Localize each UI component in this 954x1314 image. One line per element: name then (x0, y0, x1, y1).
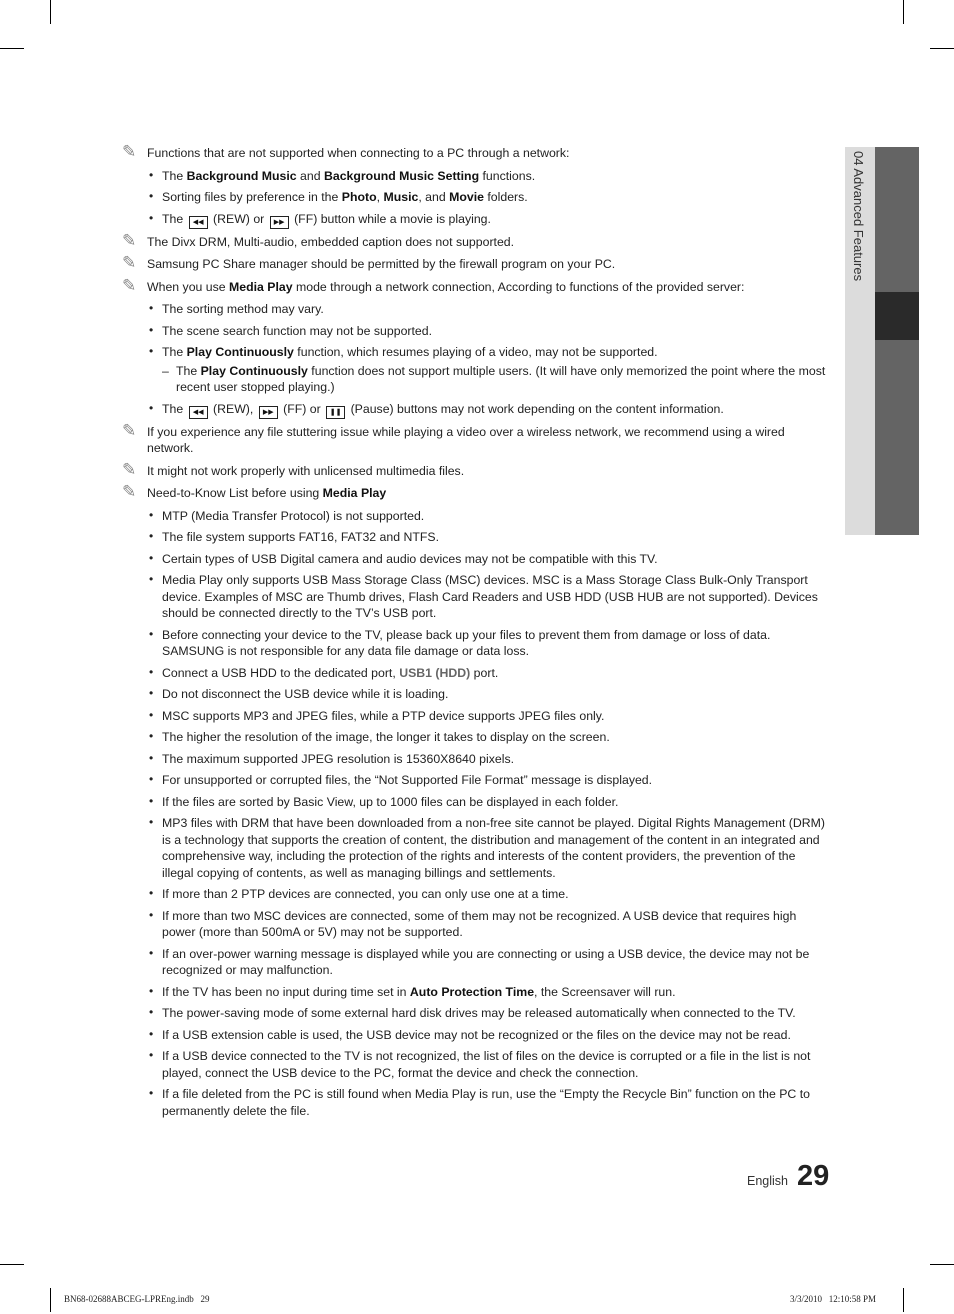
note: ✎ Need-to-Know List before using Media Play (122, 482, 387, 501)
list-item: • The sorting method may vary. (122, 301, 830, 318)
list-item: • If a USB extension cable is used, the USB device may not be recognized or the files on the device may not be read. (122, 1027, 830, 1044)
list-item: • Before connecting your device to the TV, please back up your files to prevent them from damage or loss of data. SAMSUNG is not responsible for any data file damage or data loss. (122, 627, 830, 660)
list-item: • Do not disconnect the USB device while it is loading. (122, 686, 830, 703)
list-item: • The ◀◀ (REW), ▶▶ (FF) or ❚❚ (Pause) buttons may not work depending on the content information. (122, 401, 830, 419)
crop-mark (50, 1288, 51, 1312)
rew-icon: ◀◀ (189, 406, 208, 419)
crop-mark (903, 1288, 904, 1312)
pencil-note-icon: ✎ (122, 459, 137, 479)
pencil-note-icon: ✎ (122, 420, 137, 440)
list-item: • If a file deleted from the PC is still found when Media Play is run, use the “Empty the Recycle Bin” function on the PC to permanently delete the file. (122, 1086, 830, 1119)
sub-item: – The Play Continuously function does not support multiple users. (It will have only memorized the point where the most recent user stopped playing.) (122, 363, 830, 396)
list-item: • Sorting files by preference in the Photo, Music, and Movie folders. (122, 189, 830, 206)
list-item: • If more than 2 PTP devices are connected, you can only use one at a time. (122, 886, 830, 903)
crop-mark (0, 48, 24, 49)
pencil-note-icon: ✎ (122, 230, 137, 250)
list-item: • The power-saving mode of some external hard disk drives may be released automatically when connected to the TV. (122, 1005, 830, 1022)
note-text: Samsung PC Share manager should be permitted by the firewall program on your PC. (147, 257, 616, 271)
bullet-list (122, 168, 830, 229)
list-item: • The file system supports FAT16, FAT32 and NTFS. (122, 529, 830, 546)
list-item: • MP3 files with DRM that have been downloaded from a non-free site cannot be played. Digital Rights Management (DRM) is a technology that supports the creation of content, the distribution and management of the content in an integrated and comprehensive way, including the protection of the rights and interests of the content providers, the prevention of the illegal copying of contents, as well as managing billings and settlements. (122, 815, 830, 881)
list-item: • Connect a USB HDD to the dedicated port, USB1 (HDD) port. (122, 665, 830, 682)
note-text: Functions that are not supported when connecting to a PC through a network: (147, 146, 570, 160)
list-item: • If an over-power warning message is displayed while you are connecting or using a USB device, the device may not be recognized or may malfunction. (122, 946, 830, 979)
crop-mark (930, 48, 954, 49)
page-content (122, 142, 830, 1124)
pencil-note-icon: ✎ (122, 253, 137, 272)
print-slug-file: BN68-02688ABCEG-LPREng.indb 29 (64, 1294, 210, 1304)
list-item: • For unsupported or corrupted files, the “Not Supported File Format” message is displayed. (122, 772, 830, 789)
rew-icon: ◀◀ (189, 216, 208, 229)
crop-mark (930, 1264, 954, 1265)
list-item: • If the files are sorted by Basic View, up to 1000 files can be displayed in each folder. (122, 794, 830, 811)
list-item: • The Play Continuously function, which resumes playing of a video, may not be supported. – The Play Continuously function does not support multiple users. (It will have only memorized the point where the most recent user stopped playing.) (122, 344, 830, 396)
crop-mark (903, 0, 904, 24)
list-item: • If a USB device connected to the TV is not recognized, the list of files on the device is corrupted or a file in the list is not played, connect the USB device to the PC, format the device and check the connection. (122, 1048, 830, 1081)
print-slug-date: 3/3/2010 12:10:58 PM (790, 1294, 877, 1304)
pencil-note-icon: ✎ (122, 275, 137, 295)
ff-icon: ▶▶ (270, 216, 289, 229)
note (122, 420, 830, 457)
note (122, 253, 830, 273)
note-text: The Divx DRM, Multi-audio, embedded caption does not supported. (147, 234, 515, 249)
list-item: • MTP (Media Transfer Protocol) is not supported. (122, 508, 830, 525)
footer-language: English (747, 1174, 788, 1188)
crop-mark (50, 0, 51, 24)
pencil-note-icon: ✎ (122, 142, 137, 161)
note: ✎ When you use Media Play mode through a network connection, According to functions of the provided server: (122, 275, 745, 295)
list-item: • The maximum supported JPEG resolution is 15360X8640 pixels. (122, 751, 830, 768)
side-tab-dark-strip (875, 147, 919, 535)
pencil-note-icon: ✎ (122, 482, 137, 501)
list-item: • The Background Music and Background Music Setting functions. (122, 168, 830, 185)
bullet-list (122, 301, 830, 419)
note-text: If you experience any file stuttering issue while playing a video over a wireless network, we recommend using a wired network. (147, 424, 785, 455)
note-text: It might not work properly with unlicensed multimedia files. (147, 463, 465, 478)
list-item: • MSC supports MP3 and JPEG files, while a PTP device supports JPEG files only. (122, 708, 830, 725)
list-item: • The ◀◀ (REW) or ▶▶ (FF) button while a movie is playing. (122, 211, 830, 229)
list-item: • Media Play only supports USB Mass Storage Class (MSC) devices. MSC is a Mass Storage Class Bulk-Only Transport device. Examples of MSC are Thumb drives, Flash Card Readers and USB HDD (USB HUB are not supported). Devices should be connected directly to the TV’s USB port. (122, 572, 830, 622)
page-number: 29 (797, 1160, 830, 1192)
chapter-label: 04 Advanced Features (851, 151, 866, 282)
list-item: • If the TV has been no input during time set in Auto Protection Time, the Screensaver will run. (122, 984, 830, 1001)
note (122, 142, 830, 162)
need-to-know-list (122, 508, 830, 1120)
chapter-side-tab (845, 147, 919, 535)
ff-icon: ▶▶ (259, 406, 278, 419)
side-tab-light-strip (845, 147, 875, 535)
list-item: • If more than two MSC devices are connected, some of them may not be recognized. A USB device that requires high power (more than 500mA or 5V) may not be supported. (122, 908, 830, 941)
crop-mark (0, 1264, 24, 1265)
note (122, 230, 830, 251)
pause-icon: ❚❚ (326, 406, 345, 419)
list-item: • The scene search function may not be supported. (122, 323, 830, 340)
list-item: • The higher the resolution of the image, the longer it takes to display on the screen. (122, 729, 830, 746)
note (122, 459, 830, 480)
side-tab-active-marker (875, 292, 919, 340)
list-item: • Certain types of USB Digital camera and audio devices may not be compatible with this TV. (122, 551, 830, 568)
